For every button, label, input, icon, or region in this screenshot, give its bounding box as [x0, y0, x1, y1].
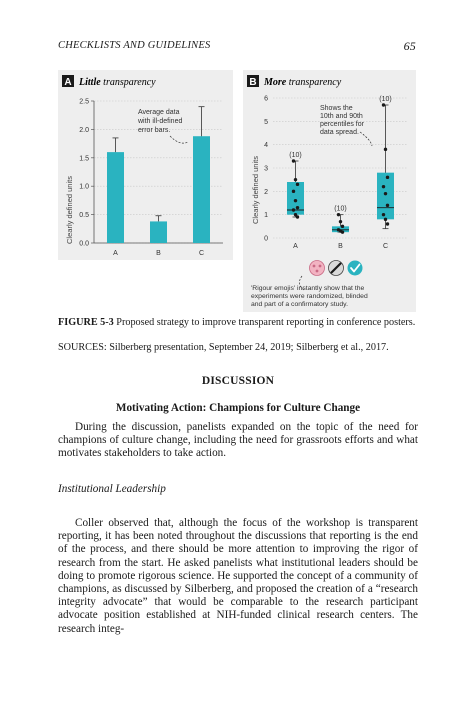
panel-a-annotation-line: Average data — [138, 109, 180, 116]
panel-b-point — [294, 178, 297, 181]
panel-a-badge: A — [64, 77, 72, 88]
emoji-annotation — [251, 285, 370, 308]
panel-a-annotation — [137, 109, 184, 134]
panel-b-point — [292, 208, 295, 211]
panel-a-annotation-line: error bars. — [138, 127, 171, 134]
panel-b-point — [386, 204, 389, 207]
panel-b-ytick-label: 0 — [264, 235, 268, 243]
panel-b-annotation-line: 10th and 90th — [320, 113, 363, 120]
panel-b-point — [296, 206, 299, 209]
panel-a-annotation-line: with ill-defined — [138, 118, 183, 125]
panel-b-point — [341, 230, 344, 233]
panel-b-title — [263, 77, 342, 88]
randomized-emoji-icon-dot — [316, 270, 319, 273]
panel-b-point — [296, 215, 299, 218]
panel-b-ytick-label: 6 — [264, 95, 268, 103]
body-paragraph: During the discussion, panelists expanded on the topic of the need for champions of culture change, including the need for grassroots efforts and what motivates stakeholders to take action. — [58, 421, 418, 460]
subsection-heading: Motivating Action: Champions for Culture Change — [115, 402, 361, 414]
panel-b-point — [294, 199, 297, 202]
panel-a-ytick-label: 1.0 — [79, 183, 89, 191]
randomized-emoji-icon-dot — [313, 265, 316, 268]
panel-b-point — [386, 176, 389, 179]
panel-b-sample-label: (10) — [334, 205, 347, 213]
section-heading: DISCUSSION — [201, 375, 275, 387]
running-head-title: CHECKLISTS AND GUIDELINES — [58, 40, 211, 51]
panel-b-annotation-line: percentiles for — [320, 121, 364, 128]
figure-caption — [58, 317, 418, 330]
panel-b-point — [384, 192, 387, 195]
panel-a-ytick-label: 2.5 — [79, 98, 89, 106]
running-head — [58, 40, 416, 56]
panel-b-ylabel: Clearly defined units — [251, 156, 260, 224]
figure-caption-text: Proposed strategy to improve transparent reporting in conference posters. — [113, 317, 416, 328]
figure-svg — [58, 70, 416, 312]
panel-b-point — [337, 213, 340, 216]
panel-b-xtick-label: B — [338, 243, 343, 250]
figure-sources: SOURCES: Silberberg presentation, September 24, 2019; Silberberg et al., 2017. — [58, 342, 389, 353]
panel-a-title — [78, 77, 156, 88]
panel-b-title-rest: transparency — [286, 77, 342, 88]
body-paragraph: Coller observed that, although the focus of the workshop is transparent reporting, it has been noted throughout the discussions that reporting is the end of the process, and there should be more attention to improving the rigor of research from the start. He asked panelists what institutional leaders should be doing to promote rigorous science. He supported the concept of a community of champions, as discussed by Silberberg, and proposed the creation of a “research integrity advocate” that would be comparable to the research participant advocate position established at NIH-funded clinical research centers. The research integ- — [58, 517, 418, 635]
panel-a-bar — [150, 221, 167, 243]
emoji-annotation-line: experiments were randomized, blinded — [251, 293, 368, 300]
panel-b-point — [382, 213, 385, 216]
panel-b-point — [384, 148, 387, 151]
panel-b-ytick-label: 3 — [264, 165, 268, 173]
page-number: 65 — [403, 39, 416, 53]
panel-a-title-bold: Little — [79, 77, 101, 88]
panel-a-bar — [193, 136, 210, 243]
confirmatory-check-icon — [348, 261, 363, 276]
panel-a-ytick-label: 0.0 — [79, 240, 89, 248]
panel-a-xtick-label: C — [198, 250, 205, 257]
panel-a-xtick-label: A — [113, 250, 118, 257]
panel-b-point — [292, 190, 295, 193]
panel-b-point — [382, 185, 385, 188]
panel-a-xtick-label: B — [156, 250, 161, 257]
panel-b-ytick-label: 1 — [264, 212, 268, 220]
panel-b-xtick-label: A — [293, 243, 298, 250]
panel-b-ytick-label: 2 — [264, 188, 268, 196]
panel-a-ytick-label: 0.5 — [79, 212, 89, 220]
panel-a-ylabel: Clearly defined units — [65, 176, 74, 244]
panel-b-sample-label: (10) — [289, 152, 302, 159]
randomized-emoji-icon-dot — [319, 265, 322, 268]
panel-a-ytick-label: 2.0 — [79, 126, 89, 134]
randomized-emoji-icon — [310, 261, 325, 276]
figure-caption-lead: FIGURE 5-3 — [58, 317, 114, 328]
panel-b-point — [292, 159, 295, 162]
figure-5-3 — [58, 70, 416, 312]
panel-b-sample-label: (10) — [379, 96, 392, 103]
panel-b-badge: B — [249, 77, 257, 88]
subsubsection-heading: Institutional Leadership — [58, 483, 166, 495]
panel-b-annotation — [320, 105, 366, 136]
emoji-annotation-line: and part of a confirmatory study. — [251, 301, 348, 308]
panel-b-ytick-label: 4 — [264, 142, 268, 150]
panel-b-point — [296, 183, 299, 186]
panel-b-point — [339, 220, 342, 223]
panel-b-point — [384, 218, 387, 221]
panel-b-box — [377, 173, 394, 220]
panel-a-bar — [107, 152, 124, 243]
panel-a-annotation-arrow — [170, 136, 188, 143]
panel-b-point — [341, 225, 344, 228]
emoji-annotation-line: 'Rigour emojis' instantly show that the — [251, 285, 365, 292]
panel-a-title-rest: transparency — [100, 77, 156, 88]
panel-b-annotation-arrow — [360, 132, 372, 146]
panel-b-annotation-line: data spread. — [320, 129, 359, 136]
panel-b-point — [386, 222, 389, 225]
panel-a-ytick-label: 1.5 — [79, 155, 89, 163]
panel-b-annotation-line: Shows the — [320, 105, 353, 112]
panel-b-point — [382, 103, 385, 106]
panel-b-ytick-label: 5 — [264, 118, 268, 126]
panel-b-xtick-label: C — [382, 243, 389, 250]
panel-b-title-bold: More — [264, 77, 287, 88]
